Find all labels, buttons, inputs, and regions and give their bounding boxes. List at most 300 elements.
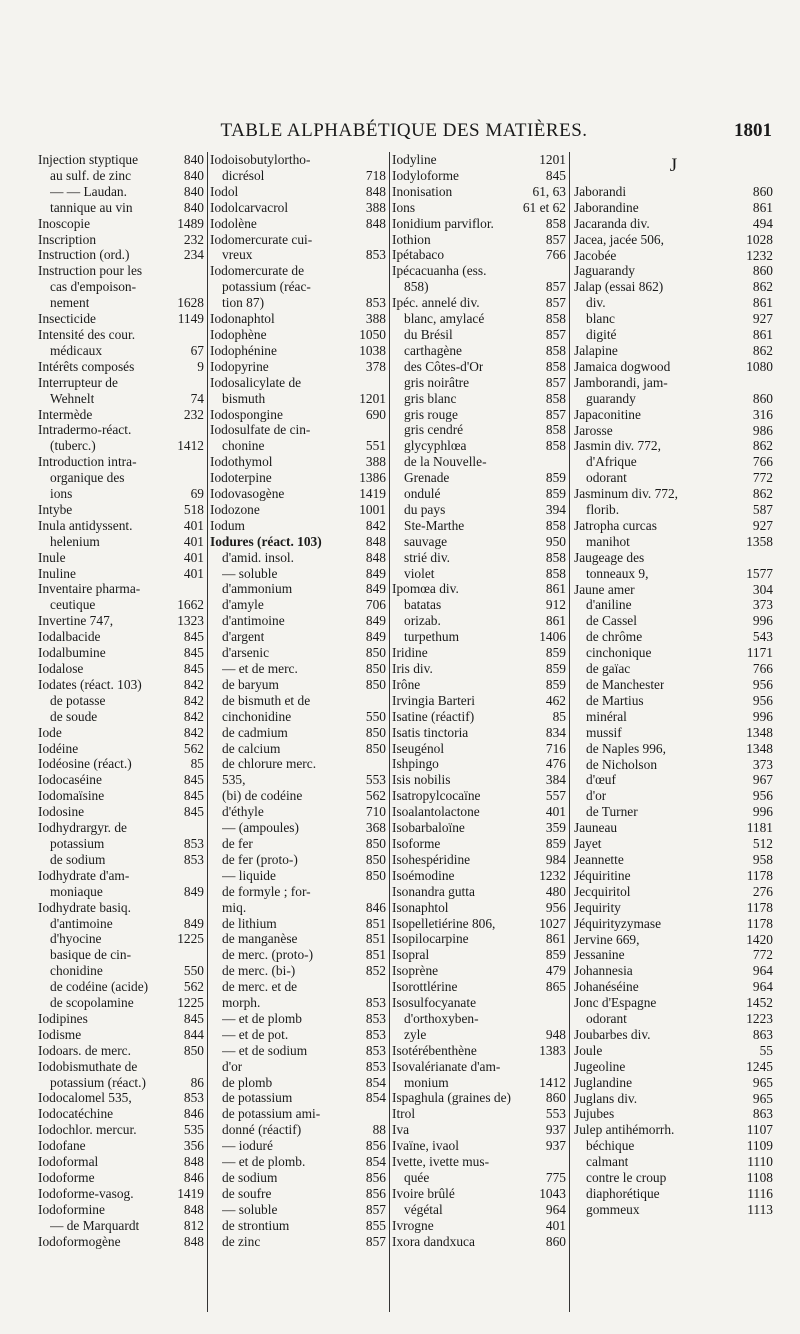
index-entry — [210, 916, 386, 932]
entry-term: chonidine — [50, 963, 103, 979]
entry-page-ref: 860 — [545, 1090, 566, 1106]
entry-term: Intérêts composés — [38, 358, 135, 374]
index-entry — [38, 391, 204, 407]
index-entry — [38, 1154, 204, 1170]
entry-term: de potassium — [222, 1090, 293, 1106]
entry-term: de potasse — [50, 692, 106, 708]
entry-term: Inula antidyssent. — [38, 517, 133, 533]
index-entry — [210, 868, 386, 884]
entry-term: Iodomaïsine — [38, 788, 105, 804]
entry-term: d'orthoxyben- — [404, 1010, 479, 1026]
entry-term: végétal — [404, 1201, 443, 1217]
entry-term: Jaune amer — [574, 581, 635, 597]
entry-term: Intybe — [38, 501, 73, 517]
index-entry — [392, 725, 566, 741]
entry-term: de scopolamine — [50, 995, 134, 1011]
entry-term: Jervine 669, — [574, 931, 640, 947]
entry-page-ref: 848 — [365, 533, 386, 549]
entry-term: d'éthyle — [222, 804, 264, 820]
index-entry — [38, 1043, 204, 1059]
entry-term: de merc. (proto-) — [222, 947, 314, 963]
entry-page-ref: 950 — [545, 533, 566, 549]
entry-page-ref: 850 — [365, 676, 386, 692]
entry-term: Johanéséine — [574, 979, 639, 995]
entry-page-ref — [382, 979, 386, 995]
entry-term: minéral — [586, 708, 627, 724]
entry-term: Iodomercurate de — [210, 263, 305, 279]
entry-term: cinchonidine — [222, 708, 292, 724]
entry-page-ref — [200, 1059, 204, 1075]
entry-term: cinchonique — [586, 645, 652, 661]
index-entry — [574, 391, 773, 407]
entry-page-ref: 67 — [190, 342, 204, 358]
entry-page-ref: 965 — [752, 1090, 773, 1106]
entry-term: Jamborandi, jam- — [574, 374, 668, 390]
entry-term: de fer (proto-) — [222, 851, 298, 867]
entry-page-ref: 1419 — [359, 486, 386, 502]
entry-page-ref: 861 — [752, 327, 773, 343]
index-entry — [38, 1186, 204, 1202]
entry-term: Isovalérianate d'am- — [392, 1058, 501, 1074]
index-entry — [574, 184, 773, 200]
entry-page-ref — [200, 470, 204, 486]
index-entry — [38, 741, 204, 757]
entry-page-ref: 69 — [190, 486, 204, 502]
index-column-1 — [36, 152, 208, 1312]
entry-page-ref: 1323 — [177, 613, 204, 629]
entry-term: de baryum — [222, 676, 279, 692]
entry-page-ref — [562, 454, 566, 470]
entry-term: Iodoterpine — [210, 470, 272, 486]
index-entry — [392, 407, 566, 423]
entry-page-ref: 964 — [545, 1201, 566, 1217]
entry-page-ref: 850 — [365, 740, 386, 756]
entry-term: Inonisation — [392, 183, 453, 199]
index-entry — [392, 359, 566, 375]
entry-term: d'antimoine — [50, 915, 113, 931]
index-entry — [38, 1059, 204, 1075]
index-entry — [392, 1186, 566, 1202]
entry-term: Iodochlor. mercur. — [38, 1122, 137, 1138]
entry-term: orizab. — [404, 613, 441, 629]
entry-term: Ivoire brûlé — [392, 1185, 455, 1201]
entry-term: Iothion — [392, 231, 431, 247]
index-entry — [574, 741, 773, 757]
index-entry — [38, 1090, 204, 1106]
entry-page-ref: 1662 — [177, 597, 204, 613]
entry-term: Ivette, ivette mus- — [392, 1154, 490, 1170]
index-entry — [38, 550, 204, 566]
index-entry — [392, 502, 566, 518]
index-entry — [392, 1059, 566, 1075]
entry-term: Jarosse — [574, 422, 613, 438]
entry-term: de Manchester — [586, 677, 665, 692]
index-entry — [38, 343, 204, 359]
entry-page-ref: 706 — [365, 597, 386, 613]
entry-term: ondulé — [404, 486, 441, 502]
index-entry — [574, 311, 773, 327]
entry-page-ref: 852 — [365, 963, 386, 979]
entry-term: de formyle ; for- — [222, 883, 311, 899]
index-entry — [210, 629, 386, 645]
entry-term: Julep antihémorrh. — [574, 1122, 675, 1138]
entry-page-ref: 858 — [545, 358, 566, 374]
index-entry — [574, 216, 773, 232]
index-entry — [392, 184, 566, 200]
entry-page-ref: 853 — [365, 1010, 386, 1026]
index-entry — [38, 454, 204, 470]
entry-page-ref: 849 — [183, 915, 204, 931]
entry-term: d'amid. insol. — [222, 549, 294, 565]
entry-term: Itrol — [392, 1106, 416, 1122]
entry-term: vreux — [222, 247, 253, 263]
index-entry — [210, 1202, 386, 1218]
index-entry — [38, 470, 204, 486]
entry-page-ref: 401 — [183, 517, 204, 533]
entry-term: Irvingia Barteri — [392, 692, 475, 708]
entry-term: Iodovasogène — [210, 486, 285, 502]
entry-page-ref: 401 — [545, 1217, 566, 1233]
entry-term: Isotérébenthène — [392, 1042, 477, 1058]
entry-term: sauvage — [404, 533, 448, 549]
entry-term: Isatine (réactif) — [392, 708, 475, 724]
index-entry — [574, 757, 773, 773]
index-entry — [38, 868, 204, 884]
entry-page-ref: 858 — [545, 215, 566, 231]
entry-term: Jayet — [574, 836, 602, 852]
entry-page-ref: 1178 — [746, 867, 773, 883]
entry-term: Iodolcarvacrol — [210, 199, 289, 215]
index-entry — [392, 820, 566, 836]
entry-term: de manganèse — [222, 931, 298, 947]
index-entry — [210, 359, 386, 375]
entry-term: d'argent — [222, 629, 265, 645]
entry-page-ref: 1452 — [746, 995, 773, 1011]
entry-page-ref: 859 — [545, 835, 566, 851]
entry-page-ref: 964 — [752, 963, 773, 979]
entry-page-ref: 1201 — [539, 152, 566, 167]
index-entry — [392, 693, 566, 709]
index-entry — [210, 1170, 386, 1186]
entry-page-ref: 85 — [190, 756, 204, 772]
entry-term: de lithium — [222, 915, 277, 931]
index-entry — [38, 597, 204, 613]
entry-page-ref: 543 — [752, 629, 773, 645]
index-entry — [38, 247, 204, 263]
entry-page-ref: 845 — [183, 788, 204, 804]
entry-page-ref: 373 — [752, 756, 773, 772]
entry-term: Johannesia — [574, 963, 633, 979]
entry-page-ref: 853 — [365, 247, 386, 263]
entry-page-ref: 863 — [752, 1106, 773, 1122]
entry-term: Jujubes — [574, 1106, 615, 1122]
entry-page-ref: 1358 — [746, 533, 773, 549]
entry-page-ref: 853 — [183, 1090, 204, 1106]
entry-page-ref: 860 — [752, 390, 773, 406]
entry-page-ref: 844 — [183, 1026, 204, 1042]
index-entry — [210, 454, 386, 470]
entry-term: Introduction intra- — [38, 454, 137, 470]
index-entry — [392, 931, 566, 947]
entry-page-ref — [382, 152, 386, 168]
index-entry — [210, 470, 386, 486]
entry-term: médicaux — [50, 342, 103, 358]
entry-term: gommeux — [586, 1201, 640, 1217]
entry-term: du Brésil — [404, 326, 453, 342]
index-entry — [392, 963, 566, 979]
index-entry — [574, 582, 773, 598]
entry-page-ref: 848 — [365, 183, 386, 199]
index-entry — [38, 438, 204, 454]
entry-page-ref: 845 — [183, 1010, 204, 1026]
entry-term: Iodates (réact. 103) — [38, 676, 142, 692]
index-entry — [210, 979, 386, 995]
entry-term: Isorottlérine — [392, 979, 458, 995]
index-entry — [210, 1090, 386, 1106]
index-entry — [392, 772, 566, 788]
entry-term: Iodobismuthate de — [38, 1058, 138, 1074]
entry-page-ref: 1001 — [359, 501, 386, 517]
entry-term: — de Marquardt — [50, 1217, 140, 1233]
entry-term: Isatropylcocaïne — [392, 788, 481, 804]
entry-page-ref: 858 — [545, 517, 566, 533]
index-entry — [574, 852, 773, 868]
entry-term: de Turner — [586, 804, 638, 820]
entry-term: 535, — [222, 772, 246, 788]
entry-page-ref: 812 — [183, 1217, 204, 1233]
entry-page-ref — [200, 263, 204, 279]
entry-page-ref: 1225 — [177, 995, 204, 1011]
entry-page-ref: 948 — [545, 1026, 566, 1042]
entry-term: Wehnelt — [50, 390, 95, 406]
entry-term: Iodoars. de merc. — [38, 1042, 131, 1058]
entry-term: Isopilocarpine — [392, 931, 469, 947]
index-entry — [38, 279, 204, 295]
entry-term: Jequirity — [574, 899, 621, 915]
entry-page-ref: 718 — [365, 167, 386, 183]
entry-page-ref — [200, 900, 204, 916]
entry-term: digité — [586, 327, 617, 343]
index-entry — [574, 1122, 773, 1138]
index-entry — [210, 581, 386, 597]
index-entry — [210, 677, 386, 693]
index-entry — [392, 1202, 566, 1218]
index-entry — [210, 804, 386, 820]
entry-term: de Cassel — [586, 613, 637, 629]
entry-page-ref: 234 — [183, 247, 204, 263]
index-entry — [392, 279, 566, 295]
entry-term: Jaborandine — [574, 199, 639, 215]
entry-term: Instruction pour les — [38, 263, 143, 279]
index-entry — [574, 1059, 773, 1075]
index-entry — [210, 645, 386, 661]
entry-term: gris rouge — [404, 406, 458, 422]
entry-term: basique de cin- — [50, 947, 132, 963]
index-entry — [210, 741, 386, 757]
entry-term: miq. — [222, 899, 247, 915]
entry-term: de merc. et de — [222, 979, 298, 995]
index-entry — [210, 311, 386, 327]
index-entry — [392, 375, 566, 391]
index-entry — [574, 979, 773, 995]
entry-page-ref: 401 — [183, 533, 204, 549]
entry-term: Irône — [392, 676, 421, 692]
entry-page-ref: 853 — [365, 995, 386, 1011]
index-entry — [392, 566, 566, 582]
entry-page-ref: 775 — [545, 1170, 566, 1185]
index-entry — [392, 756, 566, 772]
index-entry — [574, 200, 773, 216]
entry-page-ref: 862 — [752, 486, 773, 502]
entry-term: Iris div. — [392, 661, 433, 676]
entry-page-ref — [382, 884, 386, 900]
page-header — [36, 118, 772, 148]
index-entry — [210, 247, 386, 263]
index-entry — [38, 327, 204, 343]
index-entry — [210, 263, 386, 279]
index-entry — [574, 263, 773, 279]
entry-page-ref: 86 — [190, 1074, 204, 1090]
entry-page-ref: 849 — [365, 565, 386, 581]
entry-page-ref: 857 — [545, 326, 566, 342]
index-entry — [392, 884, 566, 900]
entry-term: — — Laudan. — [50, 183, 127, 199]
entry-page-ref: 851 — [365, 915, 386, 931]
entry-page-ref: 853 — [365, 1026, 386, 1042]
index-entry — [38, 947, 204, 963]
entry-term: de Martius — [586, 692, 644, 708]
entry-page-ref: 1412 — [539, 1074, 566, 1090]
index-entry — [574, 470, 773, 486]
index-entry — [210, 756, 386, 772]
entry-term: donné (réactif) — [222, 1122, 302, 1138]
index-entry — [210, 995, 386, 1011]
index-entry — [38, 693, 204, 709]
index-entry — [574, 1043, 773, 1059]
index-entry — [392, 1043, 566, 1059]
entry-page-ref: 848 — [365, 215, 386, 231]
index-entry — [38, 581, 204, 597]
index-entry — [38, 820, 204, 836]
entry-page-ref: 850 — [183, 1042, 204, 1058]
entry-term: Ipétabaco — [392, 247, 445, 263]
entry-page-ref — [769, 375, 773, 391]
entry-page-ref: 858 — [545, 549, 566, 565]
entry-term: bismuth — [222, 390, 266, 406]
index-entry — [574, 804, 773, 820]
entry-page-ref: 1412 — [177, 438, 204, 454]
entry-term: Isobarbaloïne — [392, 820, 465, 836]
index-entry — [392, 804, 566, 820]
index-entry — [210, 232, 386, 248]
entry-page-ref: 857 — [545, 279, 566, 295]
index-entry — [392, 979, 566, 995]
entry-term: de codéine (acide) — [50, 979, 149, 995]
entry-term: d'Afrique — [586, 454, 637, 470]
entry-page-ref: 553 — [545, 1106, 566, 1122]
entry-term: de gaïac — [586, 661, 631, 677]
entry-term: Iodipines — [38, 1010, 88, 1026]
entry-term: Jeannette — [574, 851, 624, 867]
entry-page-ref: 856 — [365, 1185, 386, 1201]
entry-term: morph. — [222, 995, 261, 1011]
entry-term: — et de sodium — [222, 1042, 308, 1058]
entry-term: batatas — [404, 597, 442, 613]
index-entry — [574, 661, 773, 677]
entry-term: Jasmin div. 772, — [574, 438, 661, 454]
entry-term: Jatropha curcas — [574, 517, 657, 533]
index-entry — [392, 788, 566, 804]
entry-page-ref: 857 — [545, 374, 566, 390]
index-entry — [392, 1122, 566, 1138]
index-entry — [38, 1106, 204, 1122]
entry-page-ref — [200, 327, 204, 343]
index-entry — [38, 645, 204, 661]
index-entry — [574, 248, 773, 264]
index-entry — [392, 216, 566, 232]
entry-page-ref: 1489 — [177, 215, 204, 231]
entry-page-ref: 845 — [183, 645, 204, 661]
entry-page-ref — [200, 868, 204, 884]
entry-page-ref — [200, 581, 204, 597]
entry-term: Iodoformal — [38, 1154, 99, 1170]
entry-page-ref — [562, 1059, 566, 1075]
index-entry — [574, 1027, 773, 1043]
entry-page-ref: 850 — [365, 661, 386, 676]
entry-term: Ipomœa div. — [392, 581, 459, 597]
entry-page-ref: 859 — [545, 470, 566, 486]
entry-term: Inscription — [38, 231, 97, 247]
index-column-2 — [208, 152, 390, 1312]
entry-term: dicrésol — [222, 167, 265, 183]
entry-page-ref: 862 — [752, 279, 773, 295]
page-number: 1801 — [734, 120, 772, 141]
entry-term: cas d'empoison- — [50, 279, 137, 295]
entry-page-ref: 304 — [752, 581, 773, 597]
entry-page-ref: 846 — [183, 1106, 204, 1122]
entry-page-ref: 849 — [183, 883, 204, 899]
entry-page-ref: 1178 — [746, 915, 773, 931]
index-entry — [574, 232, 773, 248]
index-entry — [210, 216, 386, 232]
entry-term: Iodyloforme — [392, 167, 459, 183]
entry-page-ref: 984 — [545, 851, 566, 867]
index-entry — [38, 852, 204, 868]
entry-term: Jamaica dogwood — [574, 358, 671, 374]
entry-term: Isoforme — [392, 835, 441, 851]
entry-term: béchique — [586, 1138, 635, 1154]
entry-page-ref — [769, 550, 773, 566]
index-entry — [38, 804, 204, 820]
entry-term: de sodium — [50, 851, 106, 867]
entry-page-ref: 1028 — [746, 231, 773, 247]
entry-term: Jonc d'Espagne — [574, 995, 657, 1011]
entry-term: Iodospongine — [210, 406, 283, 422]
entry-page-ref: 956 — [545, 899, 566, 915]
index-entry — [38, 168, 204, 184]
entry-term: turpethum — [404, 629, 460, 645]
entry-page-ref: 480 — [545, 883, 566, 899]
entry-term: manihot — [586, 533, 630, 549]
index-entry — [210, 661, 386, 677]
entry-term: Jecquiritol — [574, 883, 631, 899]
entry-page-ref: 857 — [365, 1233, 386, 1249]
entry-term: de potassium ami- — [222, 1106, 321, 1122]
entry-term: — ioduré — [222, 1138, 273, 1154]
index-entry — [38, 677, 204, 693]
index-entry — [574, 423, 773, 439]
entry-page-ref: 857 — [365, 1201, 386, 1217]
